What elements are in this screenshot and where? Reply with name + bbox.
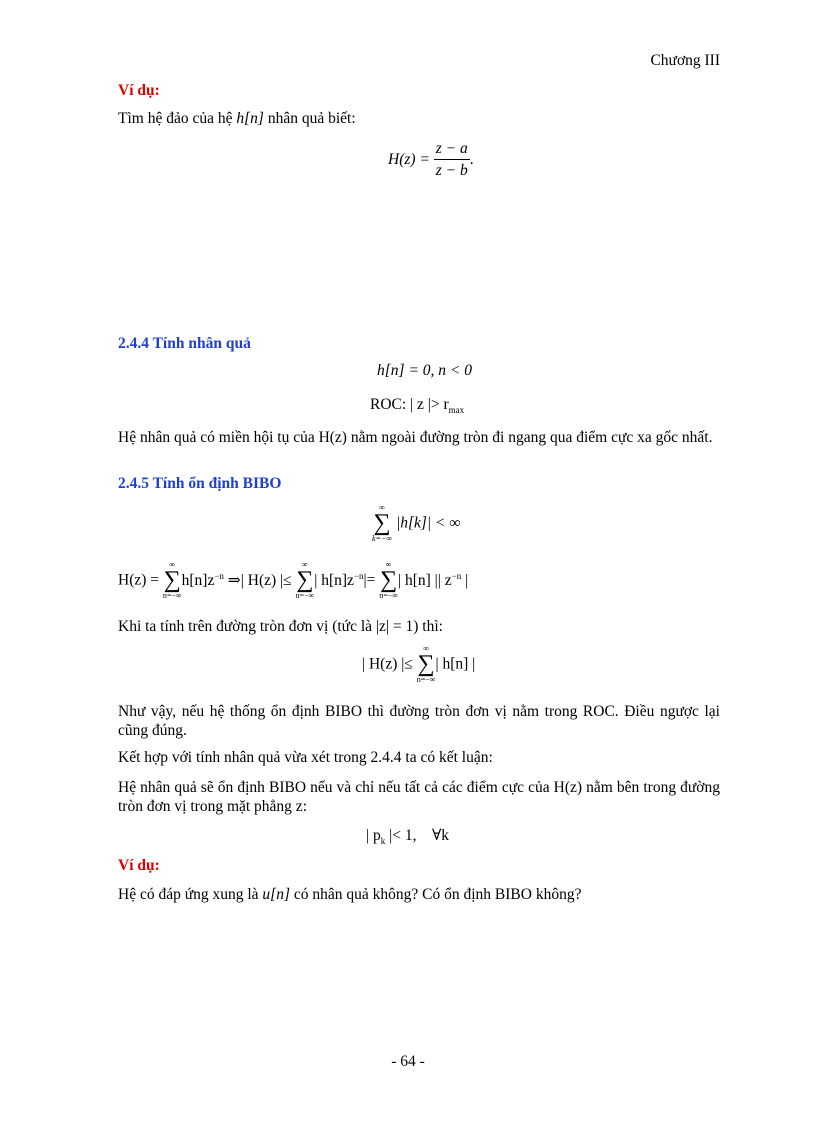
sum-symbol: ∞ ∑ k=−∞ <box>372 503 393 543</box>
equation-poles: | $p_k$ |< 1, ∀k <box>366 827 450 847</box>
sum-symbol: ∞ ∑ n=−∞ <box>416 644 436 684</box>
sum-symbol: ∞ ∑ n=−∞ <box>379 560 398 600</box>
example-title: Ví dụ: <box>118 857 160 874</box>
equation-causal: h[n] = 0, n < 0 <box>377 362 472 379</box>
sum-symbol: ∞ ∑ n=−∞ <box>295 560 315 600</box>
section-heading-causal: 2.4.4 Tính nhân quả <box>118 335 251 352</box>
symbol-h-n: h[n] <box>236 110 264 127</box>
paragraph-stability-condition: Hệ nhân quả sẽ ổn định BIBO nếu và chỉ nếu tất cả các điểm cực của H(z) nằm bên trong đường tròn đơn vị trong mặt phẳng z: <box>118 779 720 815</box>
symbol-u-n: u[n] <box>262 886 290 903</box>
fraction: $\frac{z - a}{z - b}$ <box>435 140 468 179</box>
paragraph-roc-conclusion: Như vậy, nếu hệ thống ổn định BIBO thì đường tròn đơn vị nằm trong ROC. Điều ngược lại cũng đúng. <box>118 703 720 739</box>
page-number: - 64 - <box>391 1053 425 1070</box>
equation-hz-bound: H(z) = ∞ ∑ n=−∞ $h[n]z^{-n}$ ⇒| H(z) |≤ ∞ ∑ n=−∞ | $h[n]z^{-n}|=$ ∞ ∑ n=−∞ | h[n] || $z^{-n}$ | <box>118 560 469 600</box>
section-heading-bibo: 2.4.5 Tính ổn định BIBO <box>118 475 282 492</box>
equation-unit-circle: | H(z) |≤ ∞ ∑ n=−∞ | h[n] | <box>362 644 476 684</box>
example-title: Ví dụ: <box>118 82 160 99</box>
formula-hz: H(z) = $\frac{z - a}{z - b}$ . <box>388 140 474 179</box>
equation-bibo-sum: ∞ ∑ k=−∞ |h[k]| < ∞ <box>372 503 461 543</box>
paragraph-combine: Kết hợp với tính nhân quả vừa xét trong 2.4.4 ta có kết luận: <box>118 749 493 766</box>
example-text: Hệ có đáp ứng xung là u[n] có nhân quả không? Có ổn định BIBO không? <box>118 886 582 903</box>
paragraph-unit-circle: Khi ta tính trên đường tròn đơn vị (tức là |z| = 1) thì: <box>118 618 443 635</box>
paragraph-causal: Hệ nhân quả có miền hội tụ của H(z) nằm ngoài đường tròn đi ngang qua điểm cực xa gốc nhất. <box>118 429 713 446</box>
chapter-header: Chương III <box>650 52 720 69</box>
example-text: Tìm hệ đảo của hệ h[n] nhân quả biết: <box>118 110 356 127</box>
equation-roc: ROC: | z |> $r_{max}$ <box>370 396 465 416</box>
sum-symbol: ∞ ∑ n=−∞ <box>162 560 182 600</box>
